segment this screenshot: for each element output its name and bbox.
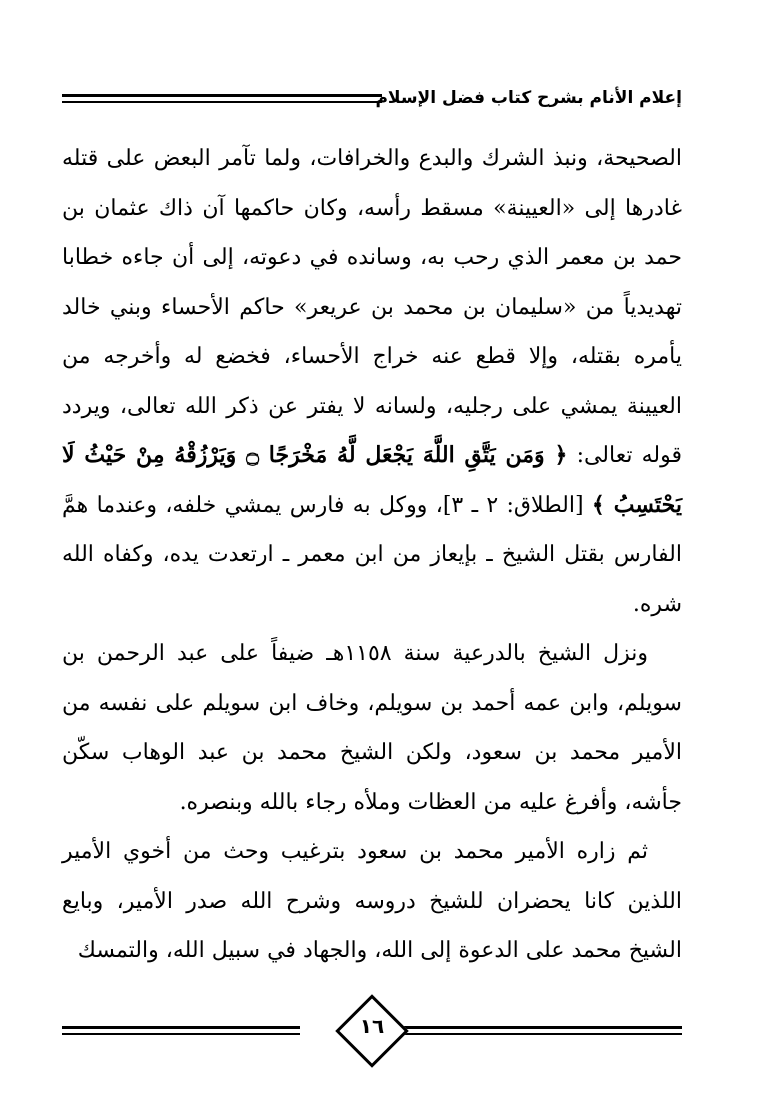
header-rule-thin xyxy=(62,101,382,103)
page-footer xyxy=(62,1002,682,1062)
footer-rule-left xyxy=(62,1026,300,1029)
body-text xyxy=(62,134,682,976)
paragraph-3: ثم زاره الأمير محمد بن سعود بترغيب وحث من أخوي الأمير اللذين كانا يحضران للشيخ دروسه وشرح الله صدر الأمير، وبايع الشيخ محمد على الدعوة إلى الله، والجهاد في سبيل الله، والتمسك xyxy=(62,839,682,963)
paragraph-1-text: الصحيحة، ونبذ الشرك والبدع والخرافات، ولما تآمر البعض على قتله غادرها إلى «العيينة» مسقط رأسه، وكان حاكمها آن ذاك عثمان بن حمد بن معمر الذي رحب به، وسانده في دعوته، إلى أن جاءه خطابا تهديدياً من «سليمان بن محمد بن عريعر» حاكم الأحساء وبني خالد يأمره بقتله، وإلا قطع عنه خراج الأحساء، فخضع له وأخرجه من العيينة يمشي على رجليه، ولسانه لا يفتر عن ذكر الله تعالى، ويردد قوله تعالى: xyxy=(62,146,683,468)
header-rule xyxy=(62,94,382,97)
paragraph-1 xyxy=(62,134,682,629)
footer-rule-right xyxy=(400,1026,682,1029)
running-header xyxy=(62,88,682,112)
quran-verse: ﴿ وَمَن يَتَّقِ اللَّهَ يَجْعَل لَّهُ مَخْرَجًا ۝ وَيَرْزُقْهُ مِنْ حَيْثُ لَا يَحْتَسِبُ ﴾ xyxy=(62,442,683,518)
book-title: إعلام الأنام بشرح كتاب فضل الإسلام xyxy=(375,88,682,108)
verse-citation: [الطلاق: ٢ ـ ٣] xyxy=(442,492,584,518)
paragraph-1-continuation: ، ووكل به فارس يمشي خلفه، وعندما همَّ الفارس بقتل الشيخ ـ بإيعاز من ابن معمر ـ ارتعدت يده، وكفاه الله شره. xyxy=(62,492,682,617)
paragraph-2: ونزل الشيخ بالدرعية سنة ١١٥٨هـ ضيفاً على عبد الرحمن بن سويلم، وابن عمه أحمد بن سويلم، وخاف ابن سويلم على نفسه من الأمير محمد بن سعود، ولكن الشيخ محمد بن عبد الوهاب سكّن جأشه، وأفرغ عليه من العظات وملأه رجاء بالله وبنصره. xyxy=(62,641,682,815)
footer-rule-right-thin xyxy=(400,1033,682,1035)
page-number: ١٦ xyxy=(359,1014,385,1038)
footer-rule-left-thin xyxy=(62,1033,300,1035)
